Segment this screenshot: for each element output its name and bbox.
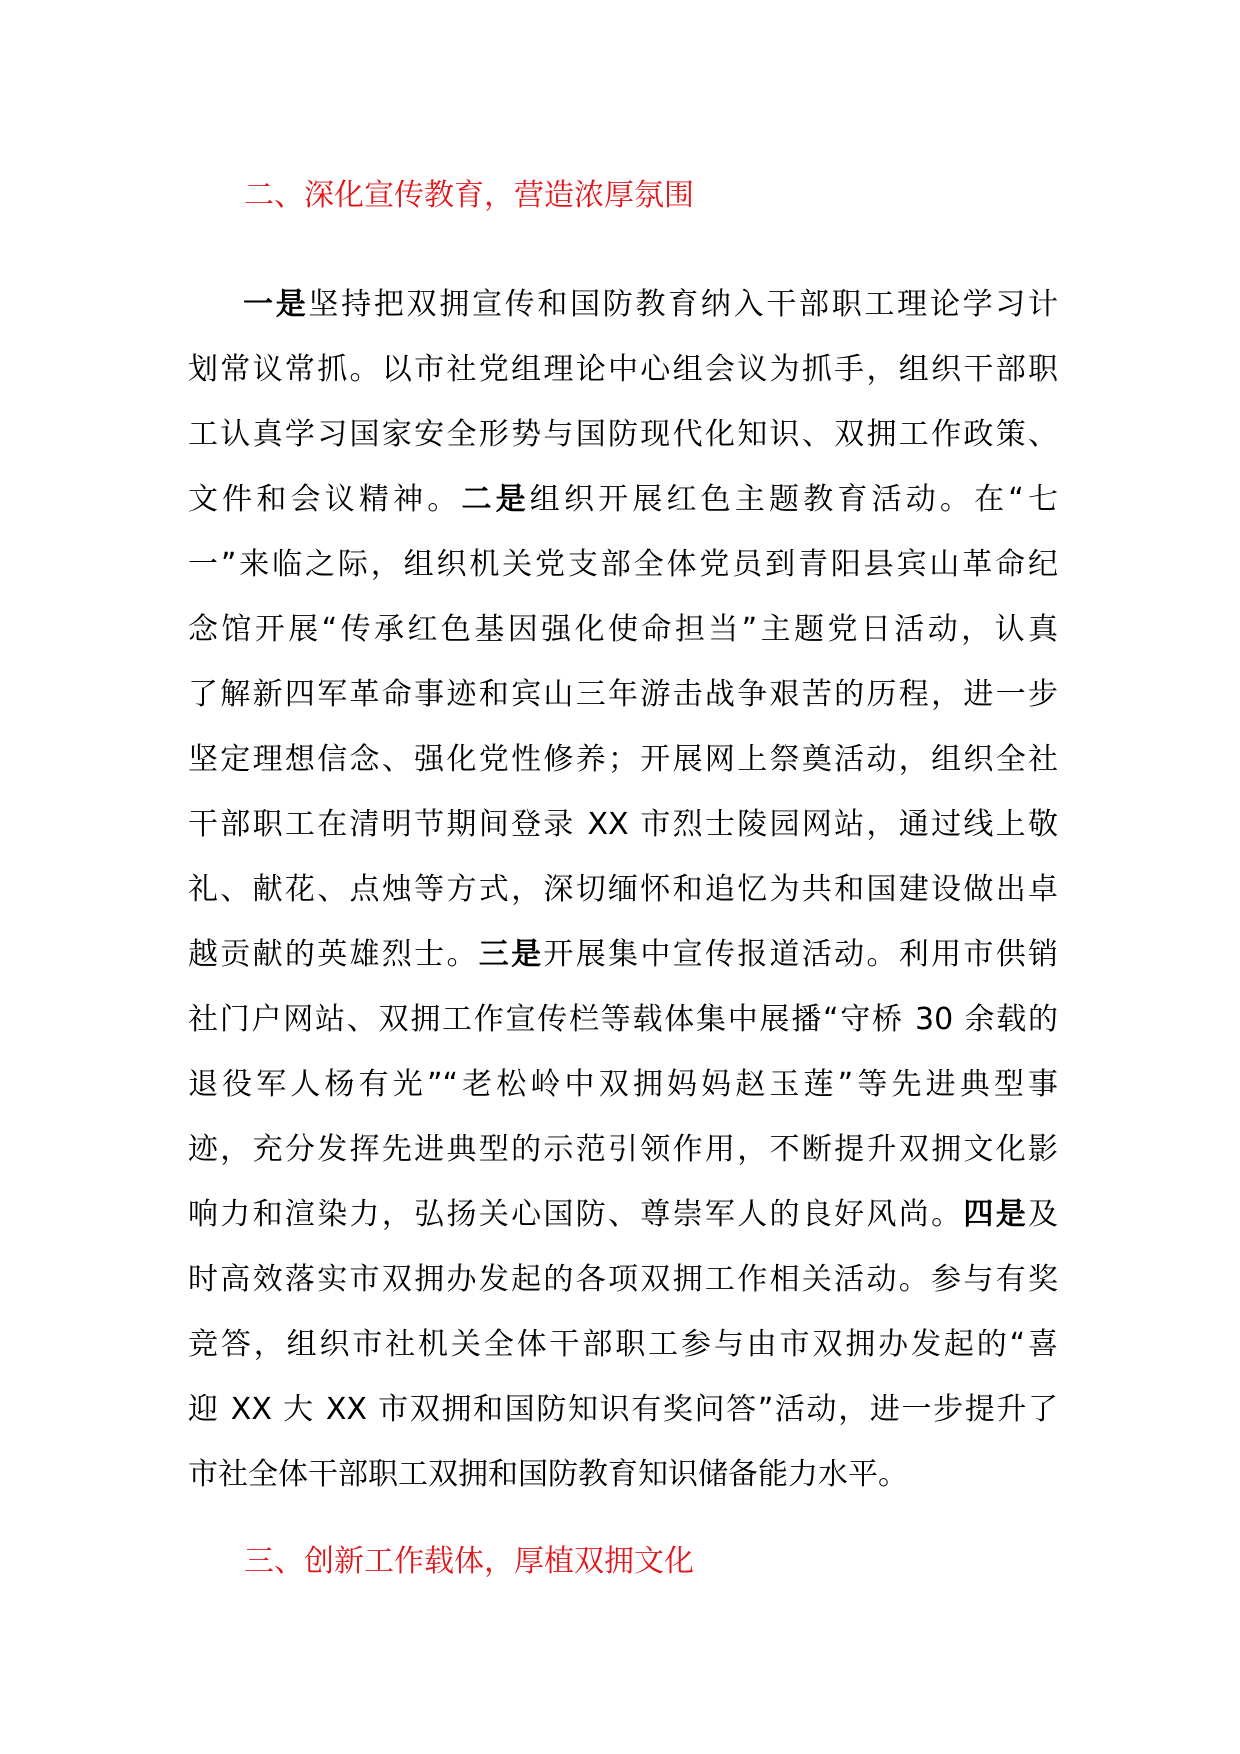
text-run: 响力和渲染力，弘扬关心国防、尊崇军人的良好风尚。 (188, 1197, 964, 1232)
text-run: 工认真学习国家安全形势与国防现代化知识、双拥工作政策、 (188, 417, 1058, 452)
text-run: 干部职工在清明节期间登录 XX 市烈士陵园网站，通过线上敬 (188, 807, 1058, 842)
text-run: 了解新四军革命事迹和宾山三年游击战争艰苦的历程，进一步 (188, 677, 1058, 712)
text-run: 文件和会议精神。 (188, 482, 462, 517)
text-run: 越贡献的英雄烈士。 (188, 937, 479, 972)
paragraph-line (188, 337, 1058, 402)
text-run: 坚持把双拥宣传和国防教育纳入干部职工理论学习计 (308, 287, 1059, 322)
text-run: 时高效落实市双拥办发起的各项双拥工作相关活动。参与有奖 (188, 1262, 1058, 1297)
text-run: 礼、献花、点烛等方式，深切缅怀和追忆为共和国建设做出卓 (188, 872, 1058, 907)
text-run: 开展集中宣传报道活动。利用市供销 (543, 937, 1059, 972)
text-run: 退役军人杨有光”“老松岭中双拥妈妈赵玉莲”等先进典型事 (188, 1067, 1058, 1102)
paragraph-line (188, 597, 1058, 662)
text-run: 坚定理想信念、强化党性修养；开展网上祭奠活动，组织全社 (188, 742, 1058, 777)
paragraph-line (188, 727, 1058, 792)
bold-keyword: 四是 (963, 1197, 1029, 1232)
text-run: 念馆开展“传承红色基因强化使命担当”主题党日活动，认真 (188, 612, 1058, 647)
text-run: 社门户网站、双拥工作宣传栏等载体集中展播“守桥 30 余载的 (188, 1002, 1058, 1037)
text-run: 及 (1028, 1197, 1059, 1232)
section-heading-3: 三、创新工作载体，厚植双拥文化 (244, 1544, 694, 1579)
paragraph-line (188, 792, 1058, 857)
paragraph-line (188, 1182, 1058, 1247)
paragraph-line (188, 662, 1058, 727)
text-run: 竞答，组织市社机关全体干部职工参与由市双拥办发起的“喜 (188, 1327, 1058, 1362)
paragraph-line (188, 1377, 1058, 1442)
paragraph-line (188, 922, 1058, 987)
text-run: 一”来临之际，组织机关党支部全体党员到青阳县宾山革命纪 (188, 547, 1058, 582)
paragraph-line (188, 1442, 1058, 1507)
paragraph-line (188, 1117, 1058, 1182)
paragraph-line (188, 1052, 1058, 1117)
bold-keyword: 二是 (461, 482, 530, 517)
paragraph-line (188, 467, 1058, 532)
paragraph-line (188, 532, 1058, 597)
bold-keyword: 三是 (478, 937, 544, 972)
paragraph-line (188, 1312, 1058, 1377)
text-run: 组织开展红色主题教育活动。在“七 (529, 482, 1059, 517)
paragraph-line (188, 1247, 1058, 1312)
section-heading-2: 二、深化宣传教育，营造浓厚氛围 (244, 178, 694, 213)
text-run: 迎 XX 大 XX 市双拥和国防知识有奖问答”活动，进一步提升了 (188, 1392, 1058, 1427)
paragraph-line (188, 272, 1058, 337)
paragraph-line (188, 987, 1058, 1052)
bold-keyword: 一是 (243, 287, 309, 322)
text-run: 迹，充分发挥先进典型的示范引领作用，不断提升双拥文化影 (188, 1132, 1058, 1167)
text-run: 市社全体干部职工双拥和国防教育知识储备能力水平。 (188, 1457, 908, 1492)
section-2-body (188, 272, 1058, 1507)
paragraph-line (188, 857, 1058, 922)
paragraph-line (188, 402, 1058, 467)
text-run: 划常议常抓。以市社党组理论中心组会议为抓手，组织干部职 (188, 352, 1058, 387)
